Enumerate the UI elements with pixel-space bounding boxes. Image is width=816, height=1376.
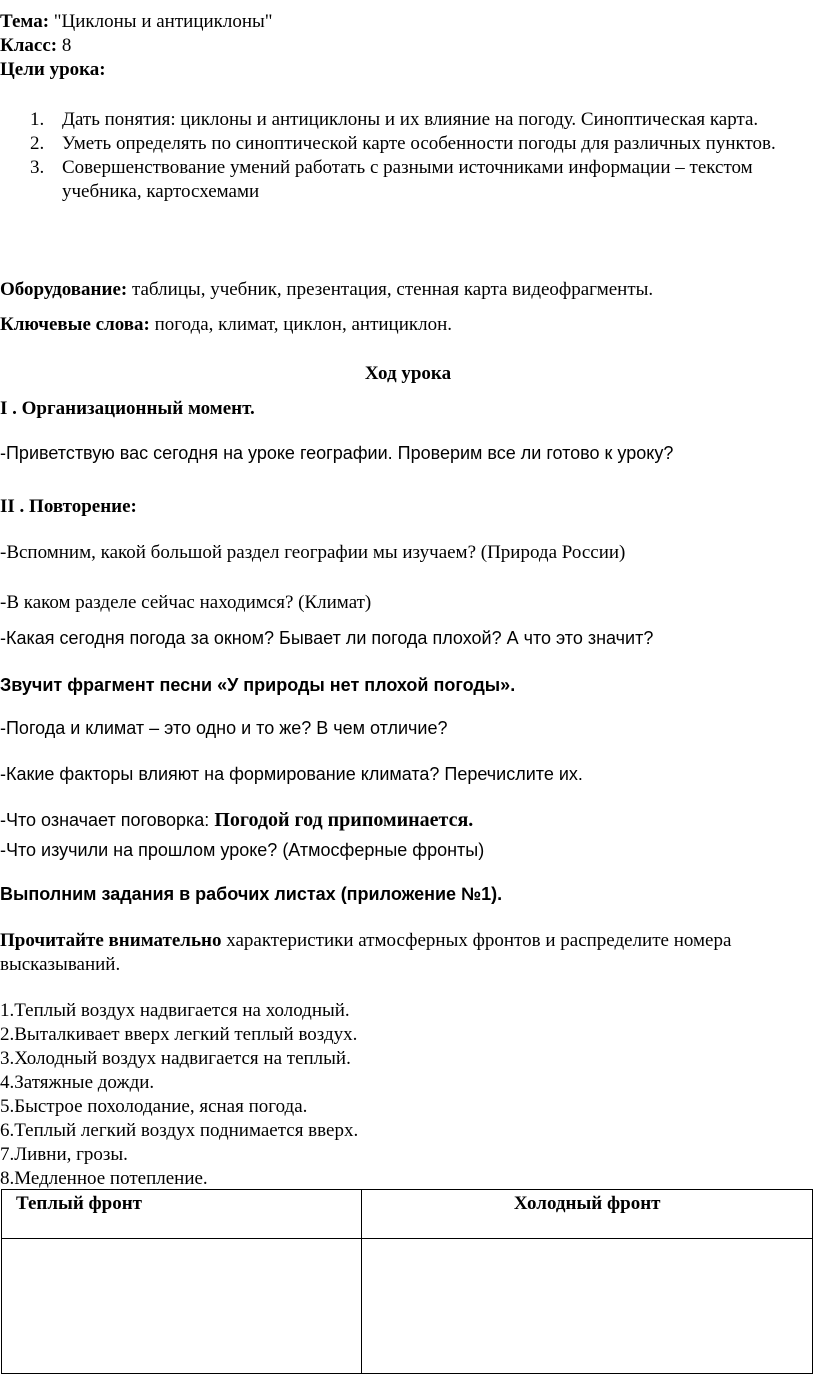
statement-item: 6.Теплый легкий воздух поднимается вверх. bbox=[0, 1120, 359, 1141]
statement-item: 5.Быстрое похолодание, ясная погода. bbox=[0, 1096, 308, 1117]
goal-text: Дать понятия: циклоны и антициклоны и их влияние на погоду. Синоптическая карта. bbox=[62, 109, 759, 130]
question-2: -В каком разделе сейчас находимся? (Климат) bbox=[0, 592, 372, 613]
topic-line bbox=[0, 10, 273, 34]
cold-front-cell[interactable] bbox=[362, 1239, 813, 1374]
question-6-prefix: -Что означает поговорка: bbox=[0, 810, 215, 830]
goals-label: Цели урока: bbox=[0, 59, 106, 80]
statement-item: 1.Теплый воздух надвигается на холодный. bbox=[0, 1000, 350, 1021]
question-6 bbox=[0, 808, 473, 832]
section2-title: II . Повторение: bbox=[0, 496, 137, 517]
equipment-line bbox=[0, 278, 653, 302]
goal-number: 2. bbox=[30, 133, 45, 154]
question-5: -Какие факторы влияют на формирование климата? Перечислите их. bbox=[0, 764, 583, 784]
goal-item bbox=[0, 108, 782, 132]
equipment-label: Оборудование: bbox=[0, 279, 128, 300]
greeting-text: -Приветствую вас сегодня на уроке географии. Проверим все ли готово к уроку? bbox=[0, 443, 674, 463]
class-line bbox=[0, 34, 71, 58]
warm-front-cell[interactable] bbox=[2, 1239, 362, 1374]
topic-label: Тема: bbox=[0, 11, 50, 32]
class-value: 8 bbox=[57, 35, 72, 56]
statement-item: 4.Затяжные дожди. bbox=[0, 1072, 155, 1093]
instruction-line bbox=[0, 929, 731, 953]
equipment-value: таблицы, учебник, презентация, стенная карта видеофрагменты. bbox=[127, 279, 654, 300]
cold-front-header: Холодный фронт bbox=[362, 1190, 813, 1239]
class-label: Класс: bbox=[0, 35, 58, 56]
question-7: -Что изучили на прошлом уроке? (Атмосферные фронты) bbox=[0, 840, 485, 860]
fronts-table bbox=[1, 1189, 813, 1374]
table-header-row bbox=[2, 1190, 813, 1239]
instruction-rest: характеристики атмосферных фронтов и распределите номера bbox=[221, 930, 732, 951]
topic-value: "Циклоны и антициклоны" bbox=[49, 11, 273, 32]
instruction-bold: Прочитайте внимательно bbox=[0, 930, 222, 951]
question-1: -Вспомним, какой большой раздел географии мы изучаем? (Природа России) bbox=[0, 542, 626, 563]
statement-item: 3.Холодный воздух надвигается на теплый. bbox=[0, 1048, 351, 1069]
goal-number: 3. bbox=[30, 157, 45, 178]
statement-item: 8.Медленное потепление. bbox=[0, 1168, 208, 1189]
statement-item: 7.Ливни, грозы. bbox=[0, 1144, 128, 1165]
song-line: Звучит фрагмент песни «У природы нет плохой погоды». bbox=[0, 675, 516, 695]
warm-front-header: Теплый фронт bbox=[2, 1190, 362, 1239]
statement-item: 2.Выталкивает вверх легкий теплый воздух. bbox=[0, 1024, 358, 1045]
question-4: -Погода и климат – это одно и то же? В чем отличие? bbox=[0, 718, 448, 738]
saying-text: Погодой год припоминается. bbox=[214, 809, 474, 831]
task-line: Выполним задания в рабочих листах (приложение №1). bbox=[0, 884, 503, 904]
goal-text: Уметь определять по синоптической карте особенности погоды для различных пунктов. bbox=[62, 133, 776, 154]
keywords-line bbox=[0, 313, 452, 337]
lesson-heading: Ход урока bbox=[364, 363, 452, 384]
goal-item bbox=[0, 132, 782, 156]
table-row bbox=[2, 1239, 813, 1374]
instruction-line-2: высказываний. bbox=[0, 954, 121, 975]
keywords-value: погода, климат, циклон, антициклон. bbox=[149, 314, 453, 335]
goals-list bbox=[0, 108, 782, 204]
goal-item bbox=[0, 156, 782, 204]
question-3: -Какая сегодня погода за окном? Бывает ли погода плохой? А что это значит? bbox=[0, 628, 654, 648]
goal-text: Совершенствование умений работать с разными источниками информации – текстом учебника, картосхемами bbox=[62, 157, 753, 202]
goal-number: 1. bbox=[30, 109, 45, 130]
keywords-label: Ключевые слова: bbox=[0, 314, 150, 335]
section1-title: I . Организационный момент. bbox=[0, 398, 255, 419]
